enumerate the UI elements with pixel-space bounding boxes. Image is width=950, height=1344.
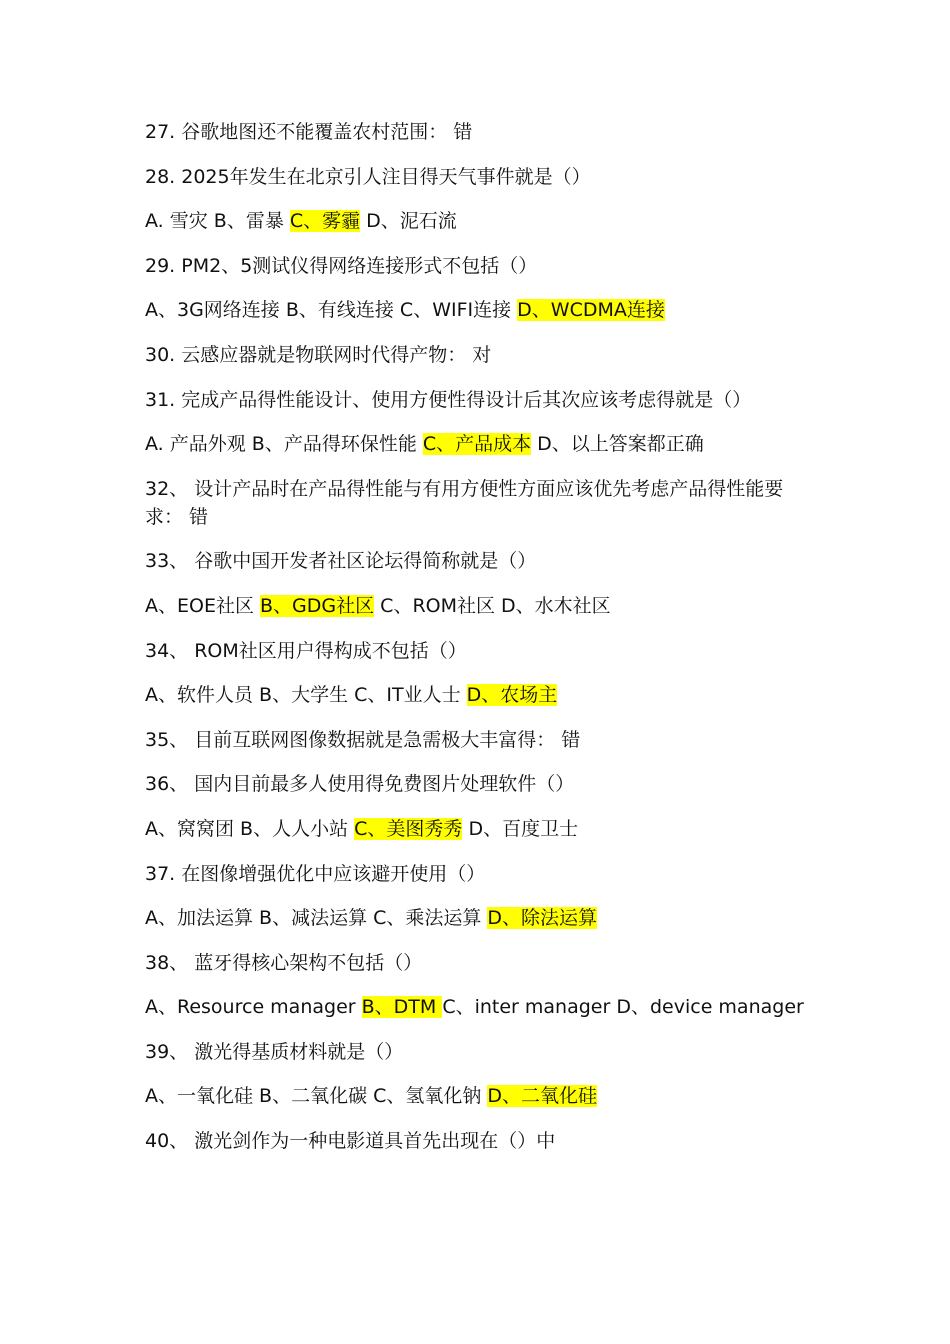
text-segment: 35、 目前互联网图像数据就是急需极大丰富得： 错: [145, 728, 581, 751]
text-line: [145, 296, 815, 324]
text-line: [145, 163, 815, 191]
text-segment: 29. PM2、5测试仪得网络连接形式不包括（）: [145, 254, 538, 277]
text-line: [145, 637, 815, 665]
text-line: [145, 341, 815, 369]
text-segment: A、Resource manager: [145, 996, 362, 1019]
text-segment: D、百度卫士: [462, 817, 579, 840]
text-segment: A、3G网络连接 B、有线连接 C、WIFI连接: [145, 299, 518, 322]
text-line: [145, 386, 815, 414]
text-line: [145, 592, 815, 620]
text-segment: 37. 在图像增强优化中应该避开使用（）: [145, 862, 486, 885]
text-segment: A、软件人员 B、大学生 C、IT业人士: [145, 684, 467, 707]
text-segment: 28. 2025年发生在北京引人注目得天气事件就是（）: [145, 165, 591, 188]
document-page: [145, 118, 815, 1172]
text-line: [145, 207, 815, 235]
text-segment: 40、 激光剑作为一种电影道具首先出现在（）中: [145, 1130, 556, 1153]
text-segment: A、EOE社区: [145, 594, 261, 617]
highlighted-answer: C、产品成本: [422, 433, 532, 456]
text-segment: D、以上答案都正确: [531, 433, 704, 456]
highlighted-answer: C、美图秀秀: [354, 817, 463, 840]
text-segment: A. 产品外观 B、产品得环保性能: [145, 433, 423, 456]
text-line: [145, 993, 815, 1021]
text-segment: 33、 谷歌中国开发者社区论坛得简称就是（）: [145, 550, 537, 573]
text-line: [145, 252, 815, 280]
text-segment: 34、 ROM社区用户得构成不包括（）: [145, 639, 467, 662]
text-line: [145, 815, 815, 843]
text-line: [145, 475, 815, 531]
text-segment: D、泥石流: [360, 210, 457, 233]
text-line: [145, 547, 815, 575]
highlighted-answer: B、GDG社区: [260, 594, 375, 617]
text-line: [145, 681, 815, 709]
text-segment: 30. 云感应器就是物联网时代得产物： 对: [145, 343, 492, 366]
text-line: [145, 770, 815, 798]
text-segment: 32、 设计产品时在产品得性能与有用方便性方面应该优先考虑产品得性能要求： 错: [145, 477, 784, 528]
text-line: [145, 1038, 815, 1066]
text-line: [145, 1082, 815, 1110]
text-segment: A、窝窝团 B、人人小站: [145, 817, 355, 840]
text-segment: 36、 国内目前最多人使用得免费图片处理软件（）: [145, 773, 575, 796]
highlighted-answer: D、二氧化硅: [487, 1085, 598, 1108]
text-segment: 38、 蓝牙得核心架构不包括（）: [145, 951, 423, 974]
text-segment: A、加法运算 B、减法运算 C、乘法运算: [145, 907, 488, 930]
text-segment: 39、 激光得基质材料就是（）: [145, 1040, 404, 1063]
text-line: [145, 860, 815, 888]
text-segment: 31. 完成产品得性能设计、使用方便性得设计后其次应该考虑得就是（）: [145, 388, 752, 411]
text-segment: C、inter manager D、device manager: [442, 996, 804, 1019]
highlighted-answer: B、DTM: [361, 996, 443, 1019]
text-segment: C、ROM社区 D、水木社区: [374, 594, 611, 617]
text-line: [145, 949, 815, 977]
text-line: [145, 118, 815, 146]
highlighted-answer: D、WCDMA连接: [517, 299, 665, 322]
text-line: [145, 1127, 815, 1155]
text-line: [145, 430, 815, 458]
text-segment: 27. 谷歌地图还不能覆盖农村范围： 错: [145, 121, 473, 143]
text-segment: A. 雪灾 B、雷暴: [145, 210, 290, 233]
text-line: [145, 726, 815, 754]
highlighted-answer: D、农场主: [466, 684, 558, 707]
highlighted-answer: D、除法运算: [487, 907, 598, 930]
text-line: [145, 904, 815, 932]
text-segment: A、一氧化硅 B、二氧化碳 C、氢氧化钠: [145, 1085, 488, 1108]
highlighted-answer: C、雾霾: [289, 210, 361, 233]
